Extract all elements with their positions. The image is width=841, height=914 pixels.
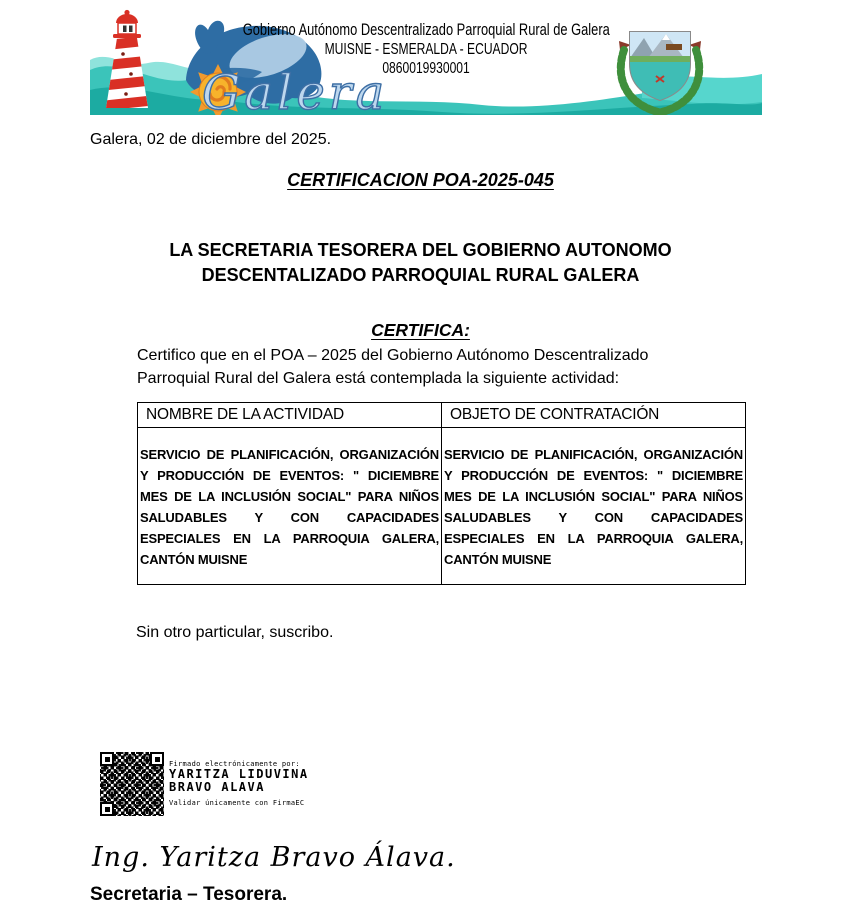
document-title: CERTIFICACION POA-2025-045 bbox=[287, 170, 554, 190]
table-header-contract-object: OBJETO DE CONTRATACIÓN bbox=[442, 403, 746, 428]
stamp-validation-note: Validar únicamente con FirmaEC bbox=[169, 799, 305, 807]
stamp-signer-name-line2: BRAVO ALAVA bbox=[169, 780, 265, 794]
header-banner bbox=[90, 8, 762, 115]
handwritten-signature: Ing. Yaritza Bravo Álava. bbox=[92, 842, 456, 873]
electronic-signature-stamp bbox=[100, 752, 309, 816]
activity-name-cell: SERVICIO DE PLANIFICACIÓN, ORGANIZACIÓN Y PRODUCCIÓN DE EVENTOS: " DICIEMBRE MES DE LA INCLUSIÓN SOCIAL" PARA NIÑOS SALUDABLES Y CON CAPACIDADES ESPECIALES EN LA PARROQUIA GALERA, CANTÓN MUISNE bbox=[138, 428, 442, 585]
qr-finder-pattern bbox=[150, 752, 164, 766]
body-paragraph: Certifico que en el POA – 2025 del Gobierno Autónomo Descentralizado Parroquial Rural del Galera está contemplada la siguiente actividad: bbox=[137, 347, 649, 387]
qr-code-icon bbox=[100, 752, 164, 816]
date-line: Galera, 02 de diciembre del 2025. bbox=[90, 131, 332, 148]
org-location-line: MUISNE - ESMERALDA - ECUADOR bbox=[324, 41, 528, 58]
issuer-heading-line2: DESCENTALIZADO PARROQUIAL RURAL GALERA bbox=[201, 265, 640, 285]
closing-line: Sin otro particular, suscribo. bbox=[136, 624, 334, 641]
org-name-line1: Gobierno Autónomo Descentralizado Parroquial Rural de Galera bbox=[242, 21, 610, 39]
qr-finder-pattern bbox=[100, 752, 114, 766]
issuer-heading-line1: LA SECRETARIA TESORERA DEL GOBIERNO AUTONOMO bbox=[169, 240, 672, 260]
table-header-activity-name: NOMBRE DE LA ACTIVIDAD bbox=[138, 403, 442, 428]
contract-object-cell: SERVICIO DE PLANIFICACIÓN, ORGANIZACIÓN Y PRODUCCIÓN DE EVENTOS: " DICIEMBRE MES DE LA INCLUSIÓN SOCIAL" PARA NIÑOS SALUDABLES Y CON CAPACIDADES ESPECIALES EN LA PARROQUIA GALERA, CANTÓN MUISNE bbox=[442, 428, 746, 585]
stamp-signed-by-label: Firmado electrónicamente por: bbox=[169, 760, 300, 768]
qr-finder-pattern bbox=[100, 802, 114, 816]
table-header-row bbox=[138, 403, 746, 428]
certifies-label: CERTIFICA: bbox=[371, 320, 470, 340]
table-row bbox=[138, 428, 746, 585]
signer-role: Secretaria – Tesorera. bbox=[90, 884, 288, 905]
org-ruc-number: 0860019930001 bbox=[382, 60, 470, 77]
stamp-text-block bbox=[169, 752, 309, 807]
org-name-block bbox=[90, 21, 762, 78]
issuer-heading bbox=[0, 238, 841, 288]
stamp-signer-name-line1: YARITZA LIDUVINA bbox=[169, 767, 309, 781]
galera-script-logo: Galera bbox=[202, 65, 389, 115]
activity-table bbox=[137, 402, 746, 585]
